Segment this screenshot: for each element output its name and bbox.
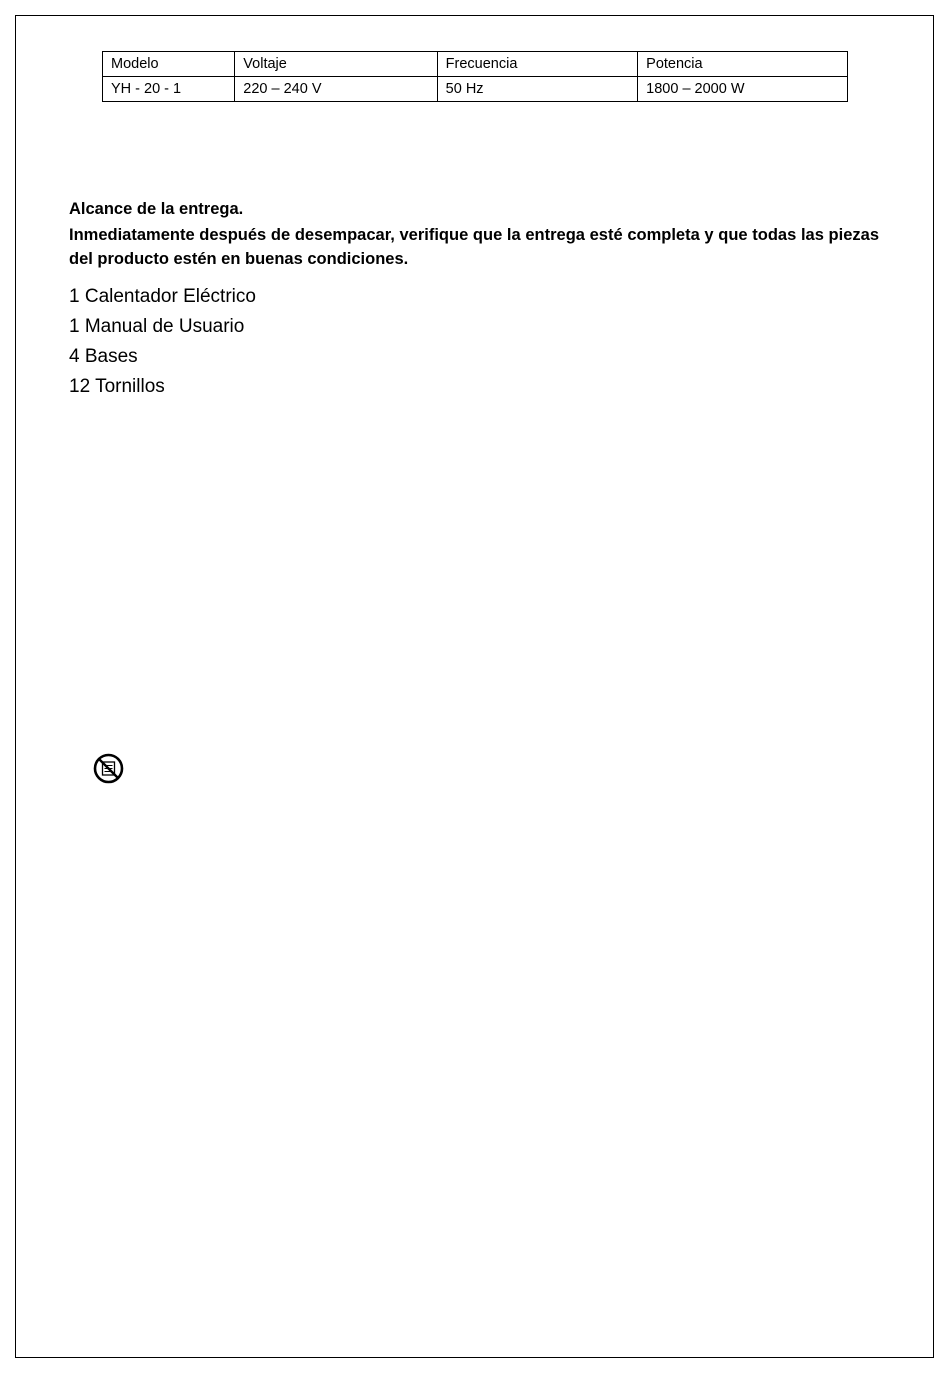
delivery-contents-list [69,283,256,403]
header-cell-model: Modelo [103,52,235,77]
specifications-table [102,51,848,102]
table-header-row [103,52,848,77]
list-item: 4 Bases [69,346,138,367]
list-item: 1 Calentador Eléctrico [69,286,256,307]
delivery-section-title: Alcance de la entrega. [69,200,244,218]
table-row [103,77,848,102]
cell-frequency: 50 Hz [437,77,637,102]
header-cell-power: Potencia [638,52,848,77]
header-cell-voltage: Voltaje [235,52,437,77]
cell-power: 1800 – 2000 W [638,77,848,102]
cell-model: YH - 20 - 1 [103,77,235,102]
list-item: 1 Manual de Usuario [69,316,245,337]
list-item: 12 Tornillos [69,376,165,397]
prohibition-sign-icon [93,753,124,784]
delivery-intro-text: Inmediatamente después de desempacar, verifique que la entrega esté completa y que todas las piezas del producto estén en buenas condiciones. [69,226,879,268]
cell-voltage: 220 – 240 V [235,77,437,102]
header-cell-frequency: Frecuencia [437,52,637,77]
